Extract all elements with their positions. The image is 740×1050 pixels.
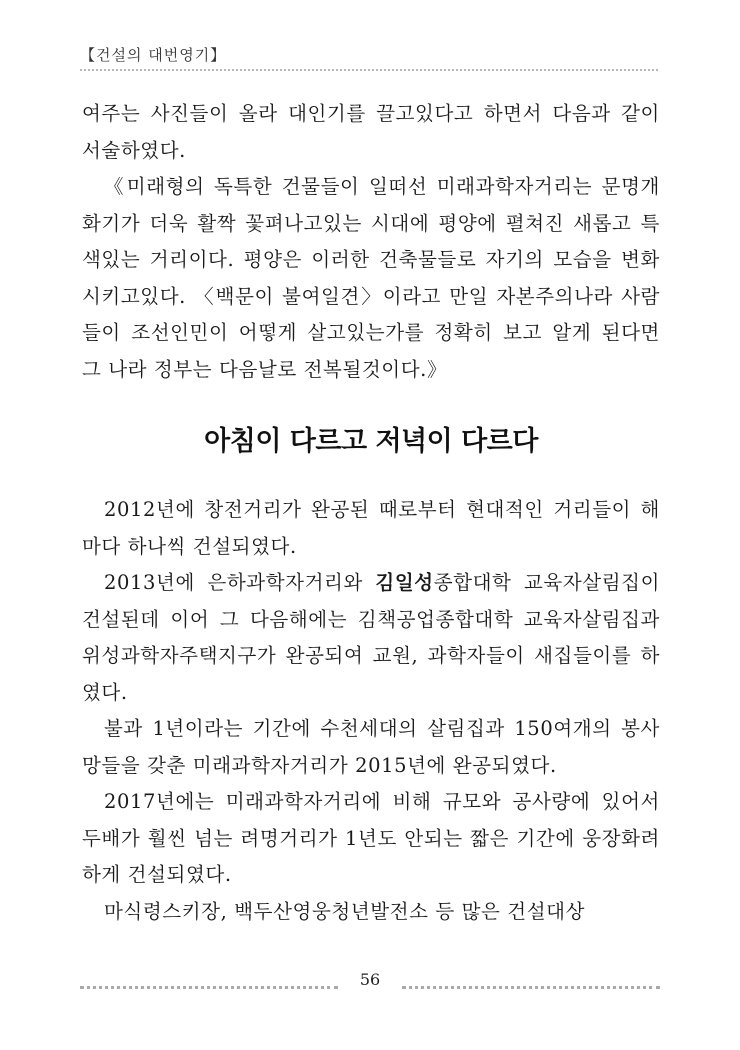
page-footer [80, 968, 660, 998]
body-paragraph-2012: 2012년에 창전거리가 완공된 때로부터 현대적인 거리들이 해마다 하나씩 건설되였다. [82, 498, 660, 558]
paragraph-2013-rest: 종합대학 교육자살림집이 건설된데 이어 그 다음해에는 김책공업종합대학 교육자살림집과 위성과학자주택지구가 완공되여 교원, 과학자들이 새집들이를 하였다. [82, 571, 661, 704]
leader-name-bold: 김일성 [375, 571, 434, 594]
page-number: 56 [359, 970, 381, 989]
paragraph-2013-lead: 2013년에 은하과학자거리와 [104, 571, 376, 594]
body-paragraph-2015: 불과 1년이라는 기간에 수천세대의 살림집과 150여개의 봉사망들을 갖춘 미래과학자거리가 2015년에 완공되였다. [82, 717, 660, 777]
body-paragraph-2017: 2017년에는 미래과학자거리에 비해 규모와 공사량에 있어서 두배가 훨씬 넘는 려명거리가 1년도 안되는 짧은 기간에 웅장화려하게 건설되였다. [82, 790, 660, 886]
body-paragraph-quote: 《미래형의 독특한 건물들이 일떠선 미래과학자거리는 문명개화기가 더욱 활짝 꽃펴나고있는 시대에 평양에 펼쳐진 새롭고 특색있는 거리이다. 평양은 이러한 건축물들로 자기의 모습을 변화시키고있다. 〈백문이 불여일견〉이라고 만일 자본주의나라 사람들이 조선인민이 어떻게 살고있는가를 정확히 보고 알게 된다면 그 나라 정부는 다음날로 전복될것이다.》 [82, 175, 660, 381]
footer-divider-right [402, 986, 660, 989]
body-paragraph-1: 여주는 사진들이 올라 대인기를 끌고있다고 하면서 다음과 같이 서술하였다. [82, 102, 660, 162]
body-paragraph-2013 [82, 565, 660, 711]
header-divider [80, 69, 658, 71]
page-body [82, 96, 660, 930]
body-paragraph-last: 마식령스키장, 백두산영웅청년발전소 등 많은 건설대상 [104, 899, 586, 923]
running-header: 【건설의 대번영기】 [80, 46, 227, 64]
section-heading: 아침이 다르고 저녁이 다르다 [204, 426, 538, 457]
